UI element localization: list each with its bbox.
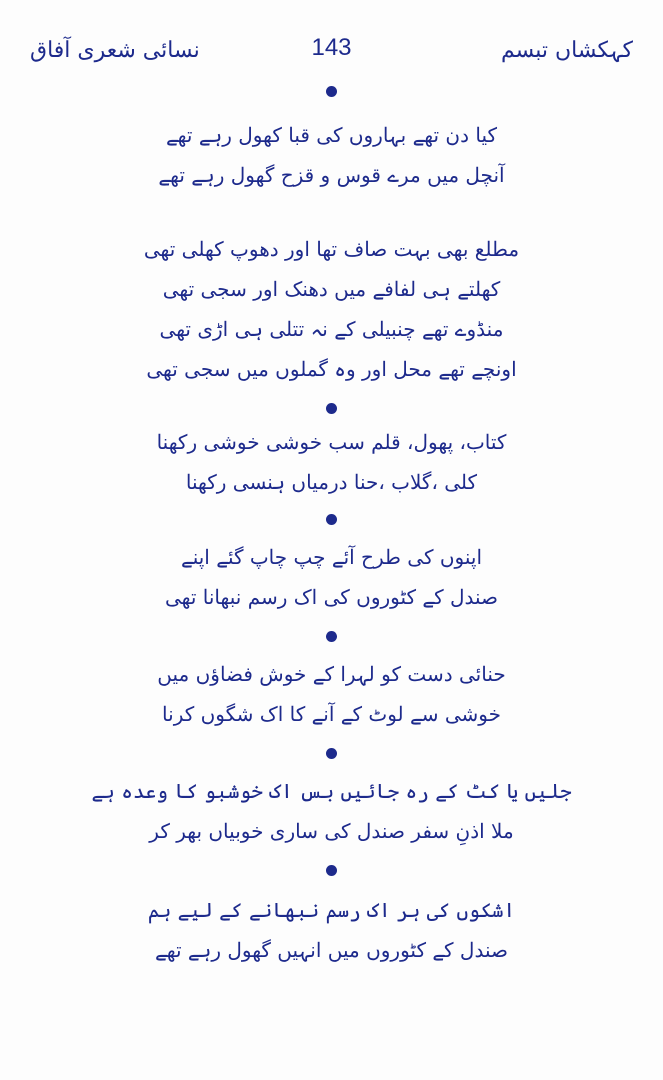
stanza-3	[0, 403, 663, 502]
verse-line: ملا اذنِ سفر صندل کی ساری خوبیاں بھر کر	[149, 819, 514, 843]
verse-line: منڈوے تھے چنبیلی کے نہ تتلی ہی اڑی تھی	[159, 317, 504, 341]
page-header	[30, 34, 633, 74]
stanza-bullet	[326, 631, 337, 642]
verse-line: کھلتے ہی لفافے میں دھنک اور سجی تھی	[162, 277, 501, 301]
stanza-bullet	[326, 514, 337, 525]
stanza-4	[0, 514, 663, 617]
stanza-5	[0, 631, 663, 734]
stanza-bullet	[326, 748, 337, 759]
verse-line: اپنوں کی طرح آئے چپ چاپ گئے اپنے	[180, 545, 482, 569]
verse-line: خوشی سے لوٹ کے آنے کا اک شگوں کرنا	[162, 702, 501, 726]
stanza-2	[0, 229, 663, 389]
verse-line: اشکوں کی ہر اک رسم نبھانے کے لیے ہم	[147, 898, 516, 922]
verse-line: آنچل میں مرے قوس و قزح گھول رہے تھے	[158, 163, 505, 187]
page-number: 143	[311, 34, 352, 61]
stanza-7	[0, 865, 663, 970]
running-head-book-title: کہکشاں تبسم	[500, 38, 633, 63]
stanza-1	[0, 86, 663, 195]
verse-line: صندل کے کٹوروں میں انہیں گھول رہے تھے	[155, 938, 508, 962]
verse-line: صندل کے کٹوروں کی اک رسم نبھانا تھی	[164, 585, 499, 609]
verse-line: کتاب، پھول، قلم سب خوشی خوشی رکھنا	[156, 430, 507, 454]
stanza-6	[0, 748, 663, 851]
stanza-bullet	[326, 403, 337, 414]
stanza-bullet	[326, 86, 337, 97]
verse-line: جلیں یا کٹ کے رہ جائیں بس اک خوشبو کا وعدہ ہے	[91, 779, 572, 803]
verse-line: مطلع بھی بہت صاف تھا اور دھوپ کھلی تھی	[143, 237, 520, 261]
verse-line: کلی ،گلاب ،حنا درمیاں ہنسی رکھنا	[185, 470, 478, 494]
verse-line: حنائی دست کو لہرا کے خوش فضاؤں میں	[157, 662, 506, 686]
poem-content	[0, 86, 663, 970]
stanza-bullet	[326, 865, 337, 876]
verse-line: کیا دن تھے بہاروں کی قبا کھول رہے تھے	[165, 123, 498, 147]
running-head-author: نسائی شعری آفاق	[30, 38, 200, 63]
verse-line: اونچے تھے محل اور وہ گملوں میں سجی تھی	[146, 357, 517, 381]
